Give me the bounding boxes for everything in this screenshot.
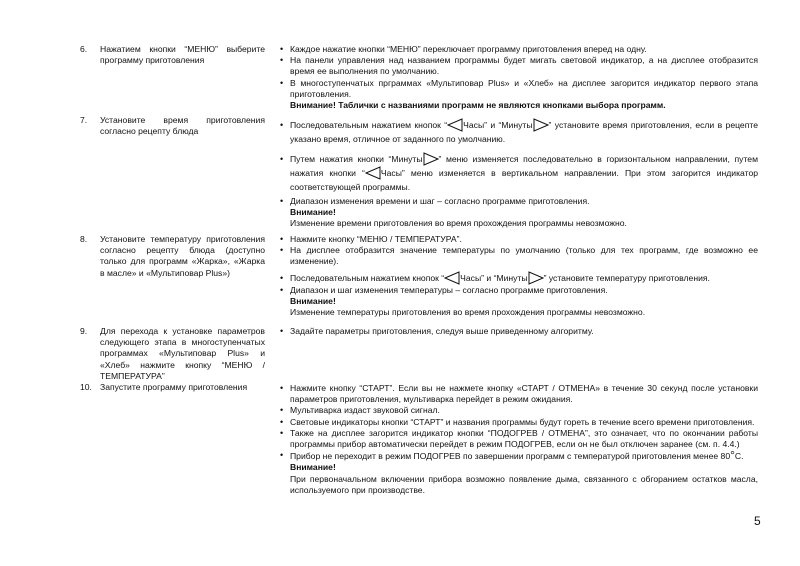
step-text: Запустите программу приготовления [100,382,248,392]
step-number: 8. [80,234,88,244]
step-6-details [280,44,758,111]
bullet [280,152,758,194]
warning-text: При первоначальном включении прибора возможно появление дыма, связанного с обгоранием остатков масла, используемого при производстве. [290,473,758,495]
bullet: • Каждое нажатие кнопки “МЕНЮ” переключает программу приготовления вперед на одну. [280,44,758,55]
text: Последовательным нажатием кнопок “ [290,120,448,130]
step-10 [80,382,265,393]
text: ” установите время приготовления, если в рецепте указано время, отличное от заданного по умолчанию. [290,120,758,144]
bullet: • Световые индикаторы кнопки “СТАРТ” и названия программы будут гореть в течение всего времени приготовления. [280,417,758,428]
degree-sign: ° [730,448,735,463]
bullet: • Также на дисплее загорится индикатор кнопки “ПОДОГРЕВ / ОТМЕНА”, это означает, что по окончании работы программы прибор автоматически перейдет в режим ПОДОГРЕВ, если он не был отключен заранее (см. п. 4.4.) [280,428,758,450]
bullet [280,118,758,146]
bullet: • Диапазон изменения времени и шаг – согласно программе приготовления. [280,196,758,207]
step-number: 7. [80,115,88,125]
step-number: 10. [80,382,92,392]
text: Прибор не переходит в режим ПОДОГРЕВ по завершении программ с температурой приготовления менее 80 [290,451,731,462]
bullet: • Нажмите кнопку “МЕНЮ / ТЕМПЕРАТУРА”. [280,234,758,245]
text: Часы” и “Минуты [463,120,533,130]
bullet: • В многоступенчатых прграммах «Мультиповар Plus» и «Хлеб» на дисплее загорится индикатор первого этапа приготовления. [280,78,758,100]
bullet: • На дисплее отобразится значение температуры по умолчанию (только для тех программ, где возможно ее изменение). [280,245,758,267]
step-9 [80,326,265,382]
step-text: Установите температуру приготовления согласно рецепту блюда (доступно только для программ «Жарка», «Жарка в масле» и «Мультиповар Plus») [100,234,265,278]
triangle-left-icon [447,118,463,132]
bullet: • На панели управления над названием программы будет мигать световой индикатор, а на дисплее отобразится время ее выполнения по умолчанию. [280,55,758,77]
step-text: Установите время приготовления согласно рецепту блюда [100,115,265,137]
text: ” меню изменяется последовательно в горизонтальном направлении, путем нажатия кнопки “ [290,154,758,178]
step-10-details [280,383,758,496]
step-text: Для перехода к установке параметров следующего этапа в многоступенчатых программах «Мультиповар Plus» и «Хлеб» нажмите кнопку “МЕНЮ / ТЕМПЕРАТУРА” [100,326,265,381]
text: Часы” и “Минуты [460,272,528,283]
step-8 [80,234,265,279]
bullet: • Задайте параметры приготовления, следуя выше приведенному алгоритму. [280,326,758,337]
warning-title: Внимание! [290,462,336,473]
text: Последовательным нажатием кнопок “ [290,272,445,283]
warning-title: Внимание! [290,207,336,218]
step-7 [80,115,265,137]
triangle-left-icon [444,271,460,285]
page-number: 5 [754,514,761,528]
text: Путем нажатия кнопки “Минуты [290,154,423,164]
step-number: 6. [80,44,88,54]
bullet: • Нажмите кнопку “СТАРТ”. Если вы не нажмете кнопку «СТАРТ / ОТМЕНА» в течение 30 секунд после установки параметров приготовления, мультиварка перейдет в режим ожидания. [280,383,758,405]
step-6 [80,44,265,66]
step-text: Нажатием кнопки “МЕНЮ” выберите программу приготовления [100,44,265,66]
step-9-details [280,326,758,337]
step-number: 9. [80,326,88,336]
triangle-left-icon [365,166,381,180]
triangle-right-icon [533,118,549,132]
text: Часы” меню изменяется в вертикальном направлении. При этом загорится индикатор соответствующей программы. [290,168,759,192]
warning-title: Внимание! [290,295,336,306]
bullet: • Диапазон и шаг изменения температуры – согласно программе приготовления. [280,285,758,296]
warning-text: Изменение температуры приготовления во время прохождения программы невозможно. [290,307,646,318]
triangle-right-icon [528,271,544,285]
text: С. [734,451,744,462]
warning-text: Изменение времени приготовления во время прохождения программы невозможно. [290,218,627,229]
step-8-details [280,234,758,318]
step-7-details [280,118,758,230]
text: ” установите температуру приготовления. [543,272,710,283]
bullet [280,450,758,462]
triangle-right-icon [423,152,439,166]
bullet [280,271,758,285]
bullet: • Мультиварка издаст звуковой сигнал. [280,405,758,416]
warning: Внимание! Таблички с названиями программ не являются кнопками выбора программ. [290,100,666,111]
